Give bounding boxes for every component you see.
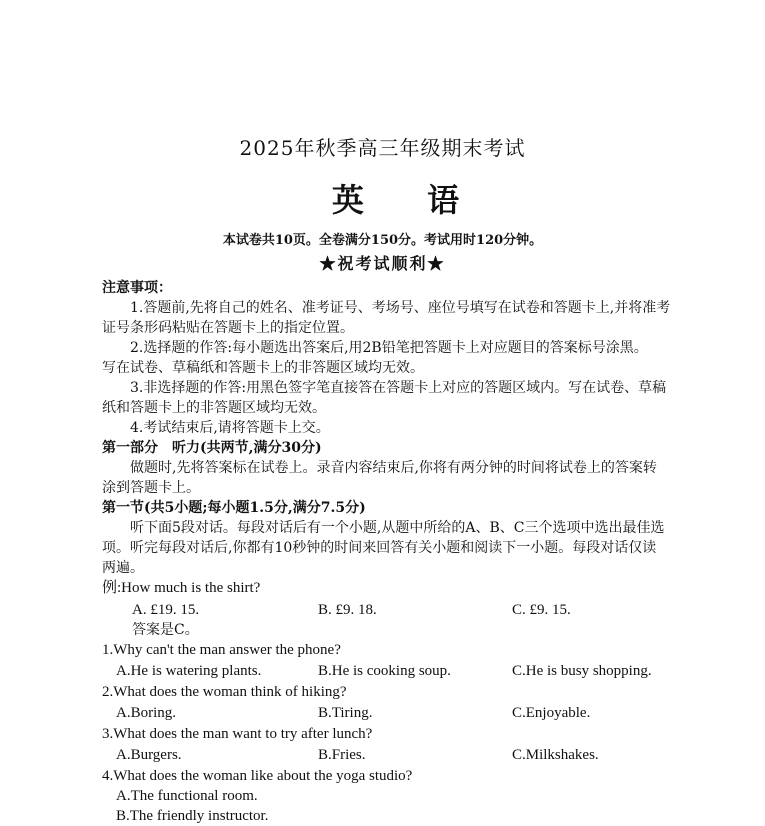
notice-heading: 注意事项： [102,280,172,296]
notice-item-3-cont: 纸和答题卡上的非答题区域均无效。 [102,400,326,416]
q3-option-b: B.Fries. [318,747,366,763]
subject-title: 英 语 [331,181,486,219]
part-one-heading: 第一部分 听力(共两节,满分30分) [102,440,322,456]
example-question: 例:How much is the shirt? [102,580,261,596]
question-4: 4.What does the woman like about the yoga studio? [102,768,413,784]
section-one-intro: 听下面5段对话。每段对话后有一个小题,从题中所给的A、B、C三个选项中选出最佳选 [130,520,665,536]
question-3: 3.What does the man want to try after lunch? [102,726,373,742]
question-1: 1.Why can't the man answer the phone? [102,642,341,658]
q1-option-a: A.He is watering plants. [116,663,262,679]
q1-option-b: B.He is cooking soup. [318,663,451,679]
notice-item-4: 4.考试结束后,请将答题卡上交。 [130,420,330,436]
q2-option-a: A.Boring. [116,705,176,721]
notice-item-1: 1.答题前,先将自己的姓名、准考证号、考场号、座位号填写在试卷和答题卡上,并将准考 [130,300,671,316]
example-option-a: A. £19. 15. [132,602,200,618]
q1-option-c: C.He is busy shopping. [512,663,652,679]
part-one-intro: 做题时,先将答案标在试卷上。录音内容结束后,你将有两分钟的时间将试卷上的答案转 [130,460,657,476]
notice-item-3: 3.非选择题的作答:用黑色签字笔直接答在答题卡上对应的答题区域内。写在试卷、草稿 [130,380,667,396]
exam-meta: 本试卷共10页。全卷满分150分。考试用时120分钟。 [222,233,543,248]
notice-item-2: 2.选择题的作答:每小题选出答案后,用2B铅笔把答题卡上对应题目的答案标号涂黑。 [130,340,648,356]
section-one-intro-cont: 项。听完每段对话后,你都有10秒钟的时间来回答有关小题和阅读下一小题。每段对话仅读 [102,540,657,556]
q4-option-b: B.The friendly instructor. [116,808,269,824]
example-answer: 答案是C。 [132,622,199,638]
q4-option-a: A.The functional room. [116,788,258,804]
notice-item-2-cont: 写在试卷、草稿纸和答题卡上的非答题区域均无效。 [102,360,424,376]
q2-option-c: C.Enjoyable. [512,705,591,721]
good-luck-banner: ★祝考试顺利★ [319,254,446,273]
example-option-c: C. £9. 15. [512,602,571,618]
exam-title: 2025年秋季高三年级期末考试 [239,136,526,160]
part-one-intro-cont: 涂到答题卡上。 [102,480,200,496]
q3-option-c: C.Milkshakes. [512,747,599,763]
q2-option-b: B.Tiring. [318,705,373,721]
q3-option-a: A.Burgers. [116,747,182,763]
notice-item-1-cont: 证号条形码粘贴在答题卡上的指定位置。 [102,320,354,336]
section-one-heading: 第一节(共5小题;每小题1.5分,满分7.5分) [102,500,366,516]
question-2: 2.What does the woman think of hiking? [102,684,347,700]
section-one-intro-end: 两遍。 [102,560,144,576]
example-option-b: B. £9. 18. [318,602,377,618]
